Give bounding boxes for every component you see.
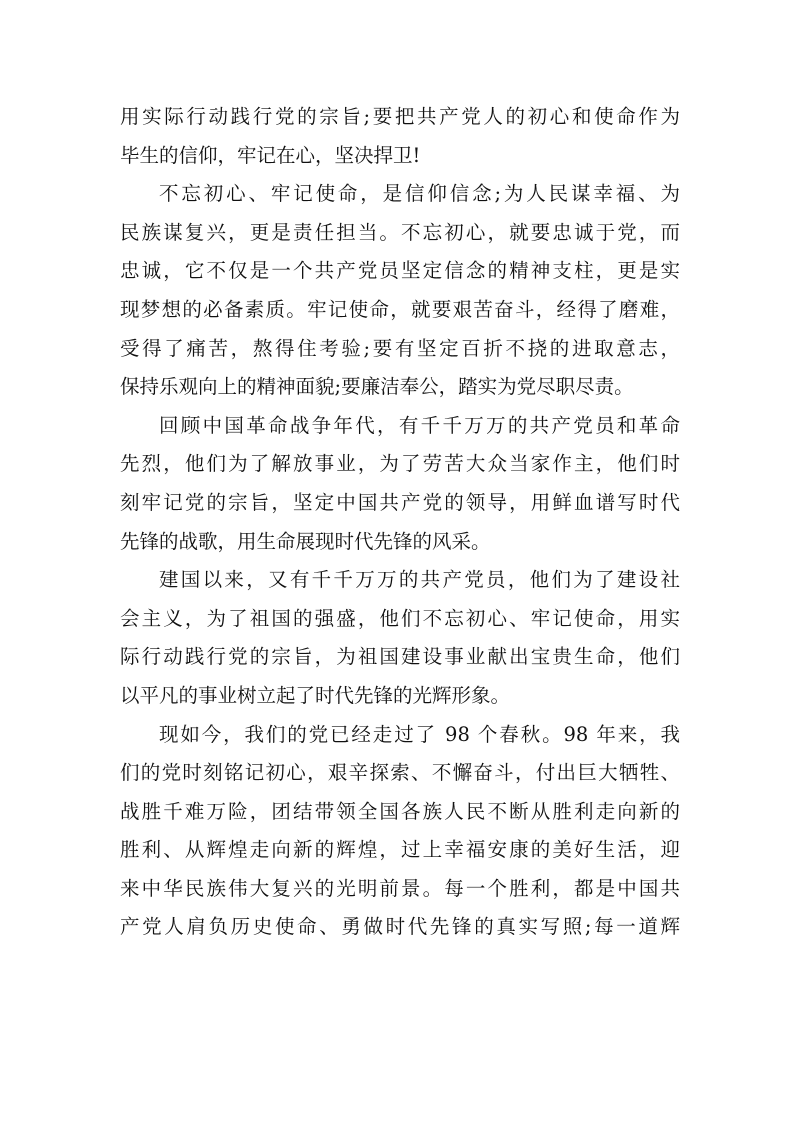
text-line-5: 忠诚，它不仅是一个共产党员坚定信念的精神支柱，更是实 [120, 259, 680, 283]
text-line-21: 来中华民族伟大复兴的光明前景。每一个胜利，都是中国共 [120, 876, 680, 900]
text-line-4: 民族谋复兴，更是责任担当。不忘初心，就要忠诚于党，而 [120, 220, 680, 244]
text-line-16: 以平凡的事业树立起了时代先锋的光辉形象。 [120, 683, 511, 707]
text-line-17: 现如今，我们的党已经走过了 98 个春秋。98 年来，我 [159, 722, 680, 746]
text-line-11: 刻牢记党的宗旨，坚定中国共产党的领导，用鲜血谱写时代 [120, 490, 680, 514]
text-line-18: 们的党时刻铭记初心，艰辛探索、不懈奋斗，付出巨大牺牲、 [120, 761, 680, 785]
text-line-2: 毕生的信仰，牢记在心，坚决捍卫! [120, 143, 421, 167]
text-line-7: 受得了痛苦，熬得住考验;要有坚定百折不挠的进取意志， [120, 336, 680, 360]
text-line-13: 建国以来，又有千千万万的共产党员，他们为了建设社 [159, 568, 680, 592]
text-line-14: 会主义，为了祖国的强盛，他们不忘初心、牢记使命，用实 [120, 606, 680, 630]
text-line-9: 回顾中国革命战争年代，有千千万万的共产党员和革命 [159, 413, 680, 437]
text-line-10: 先烈，他们为了解放事业，为了劳苦大众当家作主，他们时 [120, 452, 680, 476]
text-line-22: 产党人肩负历史使命、勇做时代先锋的真实写照;每一道辉 [120, 915, 680, 939]
text-line-15: 际行动践行党的宗旨，为祖国建设事业献出宝贵生命，他们 [120, 645, 680, 669]
text-line-12: 先锋的战歌，用生命展现时代先锋的风采。 [120, 529, 491, 553]
text-line-3: 不忘初心、牢记使命，是信仰信念;为人民谋幸福、为 [159, 182, 680, 206]
text-line-20: 胜利、从辉煌走向新的辉煌，过上幸福安康的美好生活，迎 [120, 838, 680, 862]
text-line-1: 用实际行动践行党的宗旨;要把共产党人的初心和使命作为 [120, 105, 680, 128]
body-text [120, 98, 680, 947]
text-line-8: 保持乐观向上的精神面貌;要廉洁奉公，踏实为党尽职尽责。 [120, 375, 634, 399]
text-line-6: 现梦想的必备素质。牢记使命，就要艰苦奋斗，经得了磨难， [120, 297, 680, 321]
text-line-19: 战胜千难万险，团结带领全国各族人民不断从胜利走向新的 [120, 799, 680, 823]
